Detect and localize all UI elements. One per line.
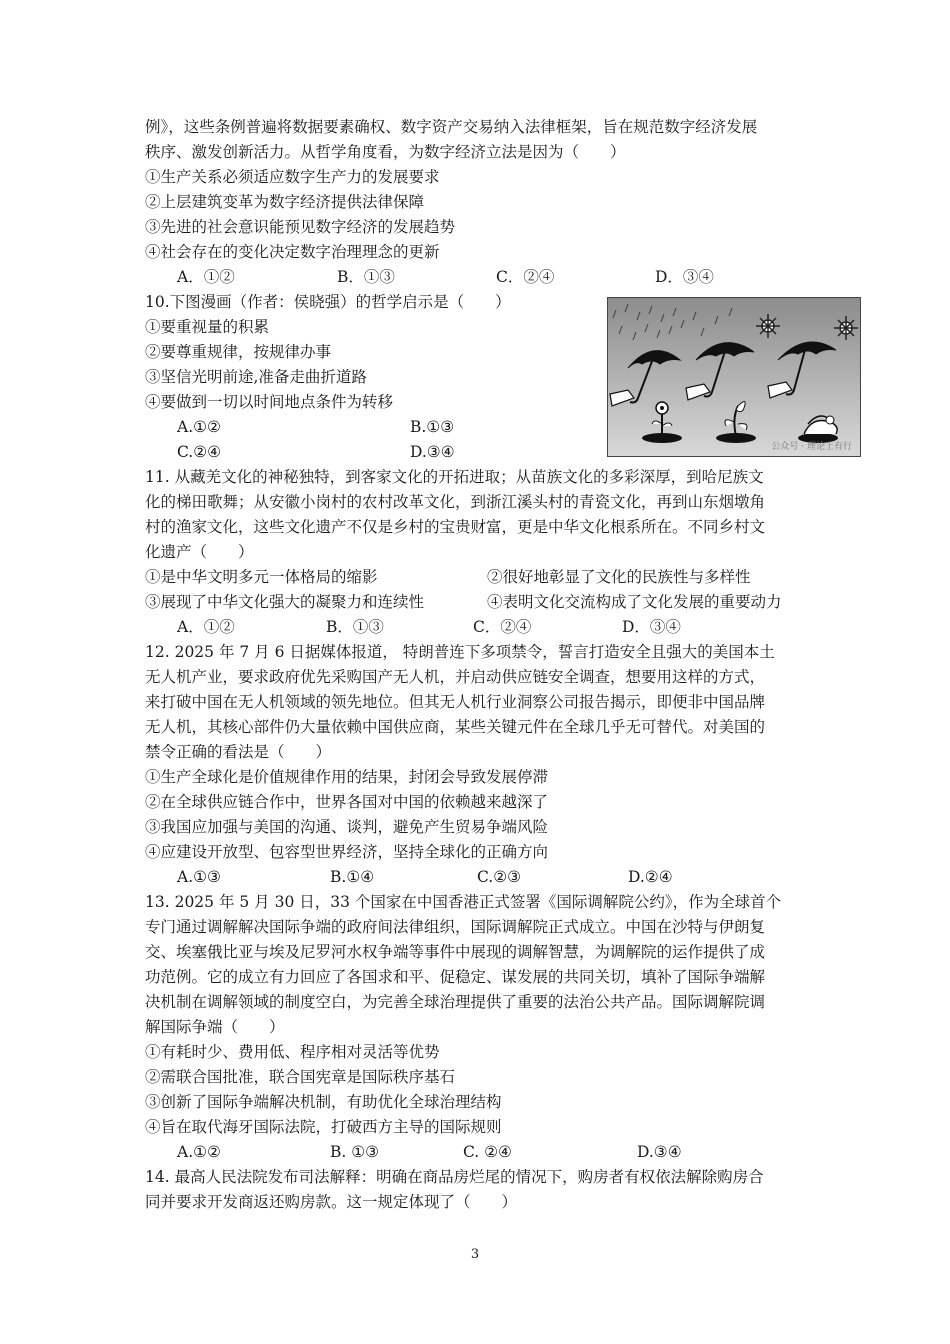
q9-option-b: B．①③	[337, 268, 395, 286]
q10-choice: ④要做到一切以时间地点条件为转移	[145, 393, 394, 411]
q9-option-a: A．①②	[177, 268, 235, 286]
q13-option-d: D.③④	[637, 1143, 682, 1161]
q12-option-c: C.②③	[477, 868, 522, 886]
q12-choice: ②在全球供应链合作中，世界各国对中国的依赖越来越深了	[145, 793, 549, 811]
q12-stem: 无人机，其核心部件仍大量依赖中国供应商，某些关键元件在全球几乎无可替代。对美国的	[145, 718, 766, 736]
q13-choice: ②需联合国批准，联合国宪章是国际秩序基石	[145, 1068, 456, 1086]
q13-stem: 解国际争端（ ）	[145, 1018, 285, 1036]
cartoon-drawing	[608, 298, 860, 456]
q12-stem: 来打破中国在无人机领域的领先地位。但其无人机行业洞察公司报告揭示，即便非中国品牌	[145, 693, 766, 711]
q13-stem: 决机制在调解领域的制度空白，为完善全球治理提供了重要的法治公共产品。国际调解院调	[145, 993, 766, 1011]
q13-option-a: A.①②	[177, 1143, 221, 1161]
q9-option-c: C．②④	[496, 268, 555, 286]
q10-choice: ②要尊重规律，按规律办事	[145, 343, 332, 361]
q12-choice: ③我国应加强与美国的沟通、谈判，避免产生贸易争端风险	[145, 818, 549, 836]
q10-option-d: D.③④	[410, 443, 455, 461]
q13-option-c: C. ②④	[463, 1143, 512, 1161]
q12-option-a: A.①③	[177, 868, 221, 886]
q9-choice: ②上层建筑变革为数字经济提供法律保障	[145, 193, 425, 211]
q9-line: 例》，这些条例普遍将数据要素确权、数字资产交易纳入法律框架，旨在规范数字经济发展	[145, 118, 758, 136]
q9-line: 秩序、激发创新活力。从哲学角度看，为数字经济立法是因为（ ）	[145, 143, 626, 161]
q12-choice: ④应建设开放型、包容型世界经济，坚持全球化的正确方向	[145, 843, 549, 861]
q12-option-b: B.①④	[330, 868, 375, 886]
q11-choice: ③展现了中华文化强大的凝聚力和连续性	[145, 593, 425, 611]
q13-choice: ③创新了国际争端解决机制，有助优化全球治理结构	[145, 1093, 502, 1111]
q11-stem: 村的渔家文化，这些文化遗产不仅是乡村的宝贵财富，更是中华文化根系所在。不同乡村文	[145, 518, 766, 536]
q11-stem: 化的梯田歌舞；从安徽小岗村的农村改革文化，到浙江溪头村的青瓷文化，再到山东烟墩角	[145, 493, 766, 511]
cartoon-image	[607, 297, 861, 457]
q13-stem: 功范例。它的成立有力回应了各国求和平、促稳定、谋发展的共同关切，填补了国际争端解	[145, 968, 766, 986]
q13-option-b: B. ①③	[330, 1143, 380, 1161]
q11-choice: ②很好地彰显了文化的民族性与多样性	[487, 568, 751, 586]
page-number: 3	[470, 1247, 480, 1262]
q10-option-c: C.②④	[177, 443, 222, 461]
q11-stem: 化遗产（ ）	[145, 543, 254, 561]
q10-choice: ①要重视量的积累	[145, 318, 270, 336]
q14-stem: 14. 最高人民法院发布司法解释：明确在商品房烂尾的情况下，购房者有权依法解除购房合	[145, 1168, 764, 1186]
q12-stem: 12. 2025 年 7 月 6 日据媒体报道， 特朗普连下多项禁令，誓言打造安全且强大的美国本土	[145, 643, 775, 661]
q9-choice: ③先进的社会意识能预见数字经济的发展趋势	[145, 218, 456, 236]
q11-option-c: C．②④	[473, 618, 532, 636]
q10-option-b: B.①③	[410, 418, 455, 436]
q11-stem: 11. 从藏羌文化的神秘独特，到客家文化的开拓进取；从苗族文化的多彩深厚，到哈尼族文	[145, 468, 764, 486]
q11-choice: ①是中华文明多元一体格局的缩影	[145, 568, 378, 586]
q9-choice: ①生产关系必须适应数字生产力的发展要求	[145, 168, 440, 186]
q12-stem: 禁令正确的看法是（ ）	[145, 743, 332, 761]
q11-option-d: D．③④	[622, 618, 681, 636]
q11-option-b: B．①③	[326, 618, 384, 636]
q9-option-d: D．③④	[655, 268, 714, 286]
q11-choice: ④表明文化交流构成了文化发展的重要动力	[487, 593, 782, 611]
q10-option-a: A.①②	[177, 418, 221, 436]
q11-option-a: A．①②	[177, 618, 235, 636]
q13-choice: ①有耗时少、费用低、程序相对灵活等优势	[145, 1043, 440, 1061]
q12-option-d: D.②④	[628, 868, 673, 886]
q14-stem: 同并要求开发商返还购房款。这一规定体现了（ ）	[145, 1193, 518, 1211]
q13-stem: 交、埃塞俄比亚与埃及尼罗河水权争端等事件中展现的调解智慧，为调解院的运作提供了成	[145, 943, 766, 961]
q10-choice: ③坚信光明前途,准备走曲折道路	[145, 368, 367, 386]
q13-stem: 专门通过调解解决国际争端的政府间法律组织，国际调解院正式成立。中国在沙特与伊朗复	[145, 918, 766, 936]
q12-stem: 无人机产业，要求政府优先采购国产无人机，并启动供应链安全调查，想要用这样的方式，	[145, 668, 766, 686]
q9-choice: ④社会存在的变化决定数字治理理念的更新	[145, 243, 440, 261]
q13-stem: 13. 2025 年 5 月 30 日，33 个国家在中国香港正式签署《国际调解院公约》，作为全球首个	[145, 893, 782, 911]
q13-choice: ④旨在取代海牙国际法院，打破西方主导的国际规则	[145, 1118, 502, 1136]
watermark-text: 公众号 · 理论上有行	[771, 442, 852, 452]
q12-choice: ①生产全球化是价值规律作用的结果，封闭会导致发展停滞	[145, 768, 549, 786]
q10-stem: 10.下图漫画（作者：侯晓强）的哲学启示是（ ）	[145, 293, 511, 311]
